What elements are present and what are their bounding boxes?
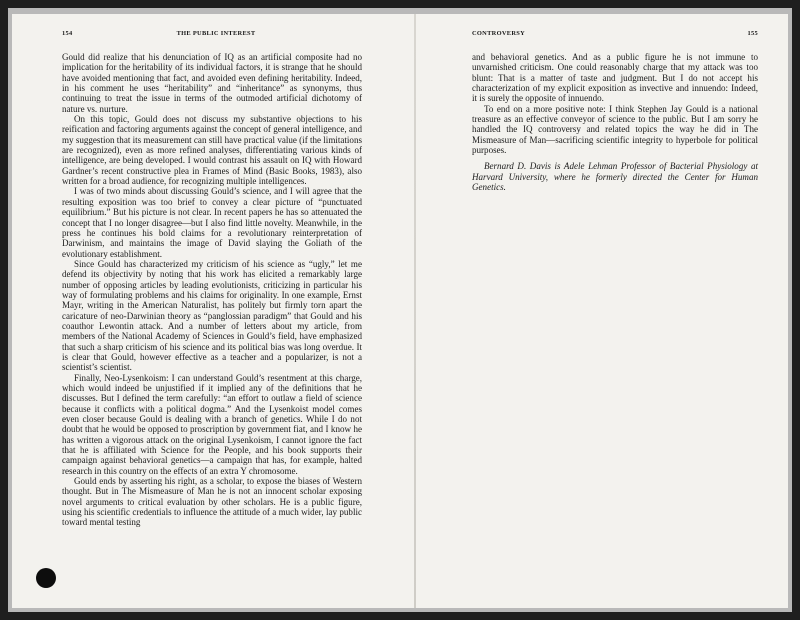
left-paragraph: I was of two minds about discussing Gould’s science, and I will agree that the resulting exposition was too brief to convey a clear picture of “punctuated equilibrium.” But his picture is not clear. In recent papers he has so attenuated the concept that I no longer disagree—but I also find little novelty. Meanwhile, in the press he continues his bold claims for a revolutionary reinterpretation of Darwinism, and maintains the image of David slaying the Goliath of the evolutionary establishment. xyxy=(62,186,362,259)
right-paragraph: and behavioral genetics. And as a public figure he is not immune to unvarnished criticism. One could reasonably charge that my attack was too blunt: That is a matter of taste and judgment. But I do not accept his characterization of my explicit exposition as invective and innuendo: Indeed, it is surely the opposite of innuendo. xyxy=(472,52,758,104)
page-fold xyxy=(414,14,416,608)
left-paragraph: On this topic, Gould does not discuss my substantive objections to his reification and factoring arguments against the concept of general intelligence, and my suggestion that its measurement can still have practical value (if the limitations are recognized), even as more refined analyses, differentiating various kinds of intelligence, are being developed. I would contrast his assault on IQ with Howard Gardner’s recent constructive plea in Frames of Mind (Basic Books, 1983), also written for a broad audience, for recognizing multiple intelligences. xyxy=(62,114,362,187)
left-paragraph: Finally, Neo-Lysenkoism: I can understand Gould’s resentment at this charge, which would indeed be unjustified if it implied any of the definitions that he discusses. But I defined the term carefully: “an effort to outlaw a field of science because it conflicts with a political dogma.” And the Lysenkoist model comes even closer because Gould is dealing with a branch of genetics. While I do not doubt that he would be opposed to proscription by government fiat, and I know he has written a vigorous attack on the original Lysenkoism, I cannot ignore the fact that he is affiliated with Science for the People, and his book supports their campaign against behavioral genetics—a campaign that has, for example, halted research in this country on the effects of an extra Y chromosome. xyxy=(62,372,362,476)
right-running-head xyxy=(472,30,758,40)
author-note: Bernard D. Davis is Adele Lehman Professor of Bacterial Physiology at Harvard University, where he formerly directed the Center for Human Genetics. xyxy=(472,161,758,193)
left-paragraph: Gould did realize that his denunciation of IQ as an artificial composite had no implication for the heritability of its individual factors, it is strange that he should have avoided mentioning that fact, and avoided even defining heritability. Indeed, in his comment he uses “heritability” and “inheritance” as synonyms, thus continuing to treat the issue in terms of the outmoded artificial dichotomy of nature vs. nurture. xyxy=(62,52,362,114)
right-paragraph: To end on a more positive note: I think Stephen Jay Gould is a national treasure as an effective conveyor of science to the public. But I am sorry he handled the IQ controversy and related topics the way he did in The Mismeasure of Man—sacrificing scientific integrity to hyperbole for political purposes. xyxy=(472,103,758,156)
right-page-number: 155 xyxy=(747,30,758,37)
left-paragraph: Gould ends by asserting his right, as a scholar, to expose the biases of Western thought. But in The Mismeasure of Man he is not an innocent scholar exposing novel arguments to critical evaluation by other scholars. He is a public figure, using his scientific credentials to influence the attitude of a much wider, lay public toward mental testing xyxy=(62,476,362,528)
right-running-title: CONTROVERSY xyxy=(472,30,526,37)
left-running-head xyxy=(62,30,370,40)
punch-hole xyxy=(36,568,56,588)
right-page-body xyxy=(472,52,758,192)
left-page-number: 154 xyxy=(62,30,73,37)
left-page-body xyxy=(62,52,362,528)
left-paragraph: Since Gould has characterized my criticism of his science as “ugly,” let me defend its objectivity by noting that his work has elicited a remarkably large number of opposing articles by leading evolutionists, criticizing in particular his way of formulating problems and his claims for originality. In one example, Ernst Mayr, writing in the American Naturalist, has politely but firmly torn apart the caricature of neo-Darwinian theory as “panglossian paradigm” that Gould and his coauthor Lewontin attack. And a number of letters about my article, from members of the National Academy of Sciences in Gould’s field, have emphasized that such a sharp criticism of his science and its political bias was long overdue. It is clear that Gould, however effective as a teacher and a popularizer, is not a scientist’s scientist. xyxy=(62,258,362,373)
left-running-title: THE PUBLIC INTEREST xyxy=(176,30,256,37)
